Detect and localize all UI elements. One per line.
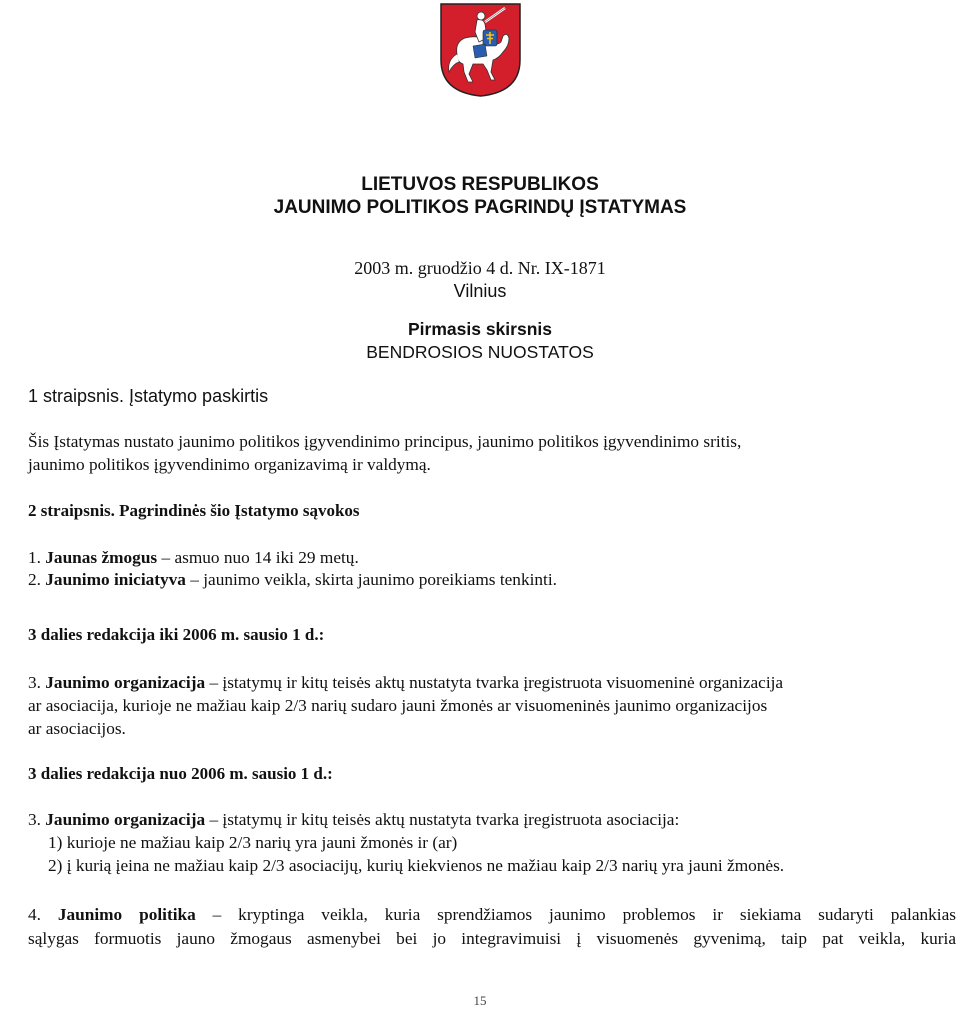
redaction-new-number: 3. xyxy=(28,810,46,829)
redaction-old-line3: ar asociacijos. xyxy=(28,719,126,738)
coat-of-arms-emblem xyxy=(439,2,522,98)
definition-1-term: Jaunas žmogus xyxy=(45,548,158,567)
article-1-text-line1: Šis Įstatymas nustato jaunimo politikos įgyvendinimo principus, jaunimo politikos įgyvendinimo sritis, xyxy=(28,432,742,451)
part-title: Pirmasis skirsnis xyxy=(408,319,552,339)
redaction-new-line1 xyxy=(28,809,679,831)
definition-2-term: Jaunimo iniciatyva xyxy=(45,570,186,589)
redaction-new-heading: 3 dalies redakcija nuo 2006 m. sausio 1 d.: xyxy=(28,764,333,783)
definition-2 xyxy=(28,569,557,591)
vytis-icon xyxy=(439,2,522,98)
redaction-old-number: 3. xyxy=(28,673,46,692)
definition-4-line1 xyxy=(28,902,956,927)
redaction-old-heading: 3 dalies redakcija iki 2006 m. sausio 1 d.: xyxy=(28,625,325,644)
definition-2-text: – jaunimo veikla, skirta jaunimo poreikiams tenkinti. xyxy=(185,570,557,589)
definition-4-text: – kryptinga veikla, kuria sprendžiamos jaunimo problemos ir siekiama sudaryti palankias xyxy=(195,905,957,924)
definition-1-text: – asmuo nuo 14 iki 29 metų. xyxy=(157,548,359,567)
document-title-line1: LIETUVOS RESPUBLIKOS xyxy=(361,174,599,195)
redaction-old-text: – įstatymų ir kitų teisės aktų nustatyta tvarka įregistruota visuomeninė organizacija xyxy=(205,673,784,692)
article-1-text-line2: jaunimo politikos įgyvendinimo organizavimą ir valdymą. xyxy=(28,455,431,474)
redaction-new-text: – įstatymų ir kitų teisės aktų nustatyta tvarka įregistruota asociacija: xyxy=(205,810,680,829)
definition-1-number: 1. xyxy=(28,548,46,567)
redaction-new-item-1: 1) kurioje ne mažiau kaip 2/3 narių yra jauni žmonės ir (ar) xyxy=(48,833,458,852)
redaction-old-line2: ar asociacija, kurioje ne mažiau kaip 2/3 narių sudaro jauni žmonės ar visuomeninės jaunimo organizacijos xyxy=(28,696,768,715)
redaction-old-line1 xyxy=(28,672,783,694)
definition-4-number: 4. xyxy=(28,905,58,924)
definition-4-line2: sąlygas formuotis jauno žmogaus asmenybei bei jo integravimuisi į visuomenės gyvenimą, taip pat veikla, kuria xyxy=(28,929,956,948)
article-1-heading: 1 straipsnis. Įstatymo paskirtis xyxy=(28,386,269,406)
part-subtitle: BENDROSIOS NUOSTATOS xyxy=(366,342,594,362)
definition-1 xyxy=(28,547,359,569)
redaction-new-term: Jaunimo organizacija xyxy=(45,810,206,829)
article-2-heading: 2 straipsnis. Pagrindinės šio Įstatymo sąvokos xyxy=(28,501,360,520)
page-number: 15 xyxy=(473,993,487,1008)
redaction-old-term: Jaunimo organizacija xyxy=(45,673,206,692)
redaction-new-item-2: 2) į kurią įeina ne mažiau kaip 2/3 asociacijų, kurių kiekvienos ne mažiau kaip 2/3 narių yra jauni žmonės. xyxy=(48,856,785,875)
document-title-line2: JAUNIMO POLITIKOS PAGRINDŲ ĮSTATYMAS xyxy=(273,197,687,218)
definition-2-number: 2. xyxy=(28,570,46,589)
definition-4-term: Jaunimo politika xyxy=(57,905,196,924)
document-date: 2003 m. gruodžio 4 d. Nr. IX-1871 xyxy=(354,258,606,278)
document-city: Vilnius xyxy=(453,281,507,301)
